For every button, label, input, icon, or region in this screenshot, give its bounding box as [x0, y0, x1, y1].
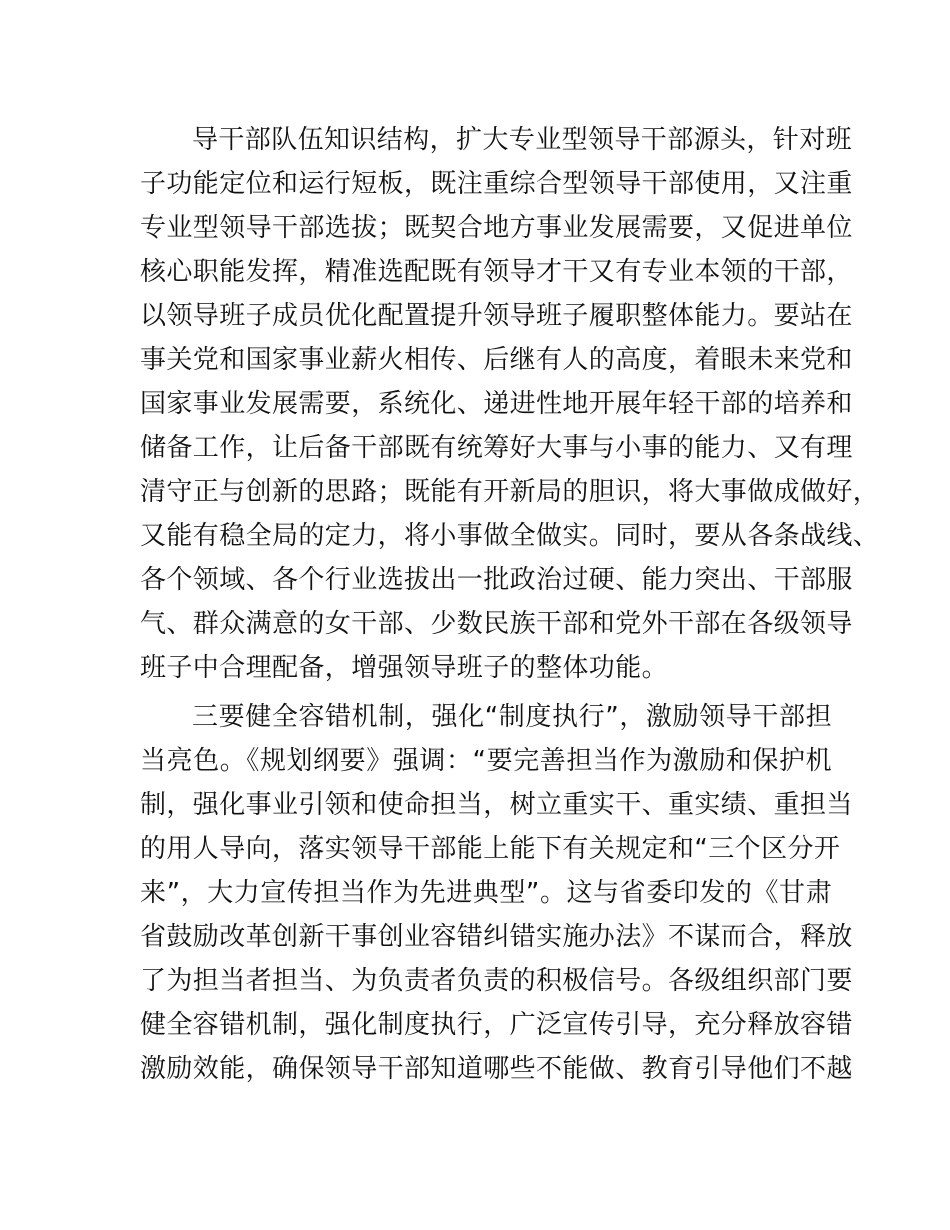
text-line: 事关党和国家事业薪火相传、后继有人的高度，着眼未来党和 [140, 345, 853, 375]
text-line: 导干部队伍知识结构，扩大专业型领导干部源头，针对班 [192, 125, 853, 155]
text-line: 子功能定位和运行短板，既注重综合型领导干部使用，又注重 [140, 169, 853, 199]
text-line: 又能有稳全局的定力，将小事做全做实。同时，要从各条战线、 [140, 521, 880, 551]
text-line: 专业型领导干部选拔；既契合地方事业发展需要，又促进单位 [140, 213, 853, 243]
text-line: 三要健全容错机制，强化“制度执行”，激励领导干部担 [192, 702, 832, 732]
text-line: 各个领域、各个行业选拔出一批政治过硬、能力突出、干部服 [140, 565, 853, 595]
text-line: 以领导班子成员优化配置提升领导班子履职整体能力。要站在 [140, 301, 853, 331]
text-line: 班子中合理配备，增强领导班子的整体功能。 [140, 653, 669, 683]
text-line: 制，强化事业引领和使命担当，树立重实干、重实绩、重担当 [140, 790, 853, 820]
text-line: 省鼓励改革创新干事创业容错纠错实施办法》不谋而合，释放 [140, 922, 853, 952]
text-line: 激励效能，确保领导干部知道哪些不能做、教育引导他们不越 [140, 1054, 853, 1084]
text-line: 健全容错机制，强化制度执行，广泛宣传引导，充分释放容错 [140, 1010, 853, 1040]
text-line: 的用人导向，落实领导干部能上能下有关规定和“三个区分开 [140, 834, 841, 864]
text-line: 清守正与创新的思路；既能有开新局的胆识，将大事做成做好， [140, 477, 880, 507]
paragraph-2 [140, 695, 853, 1091]
paragraph-1 [140, 118, 880, 690]
text-line: 了为担当者担当、为负责者负责的积极信号。各级组织部门要 [140, 966, 853, 996]
text-line: 来”，大力宣传担当作为先进典型”。这与省委印发的《甘肃 [140, 878, 832, 908]
text-line: 当亮色。《规划纲要》强调：“要完善担当作为激励和保护机 [140, 746, 832, 776]
text-line: 气、群众满意的女干部、少数民族干部和党外干部在各级领导 [140, 609, 853, 639]
text-line: 核心职能发挥，精准选配既有领导才干又有专业本领的干部， [140, 257, 853, 287]
text-line: 储备工作，让后备干部既有统筹好大事与小事的能力、又有理 [140, 433, 853, 463]
text-line: 国家事业发展需要，系统化、递进性地开展年轻干部的培养和 [140, 389, 853, 419]
